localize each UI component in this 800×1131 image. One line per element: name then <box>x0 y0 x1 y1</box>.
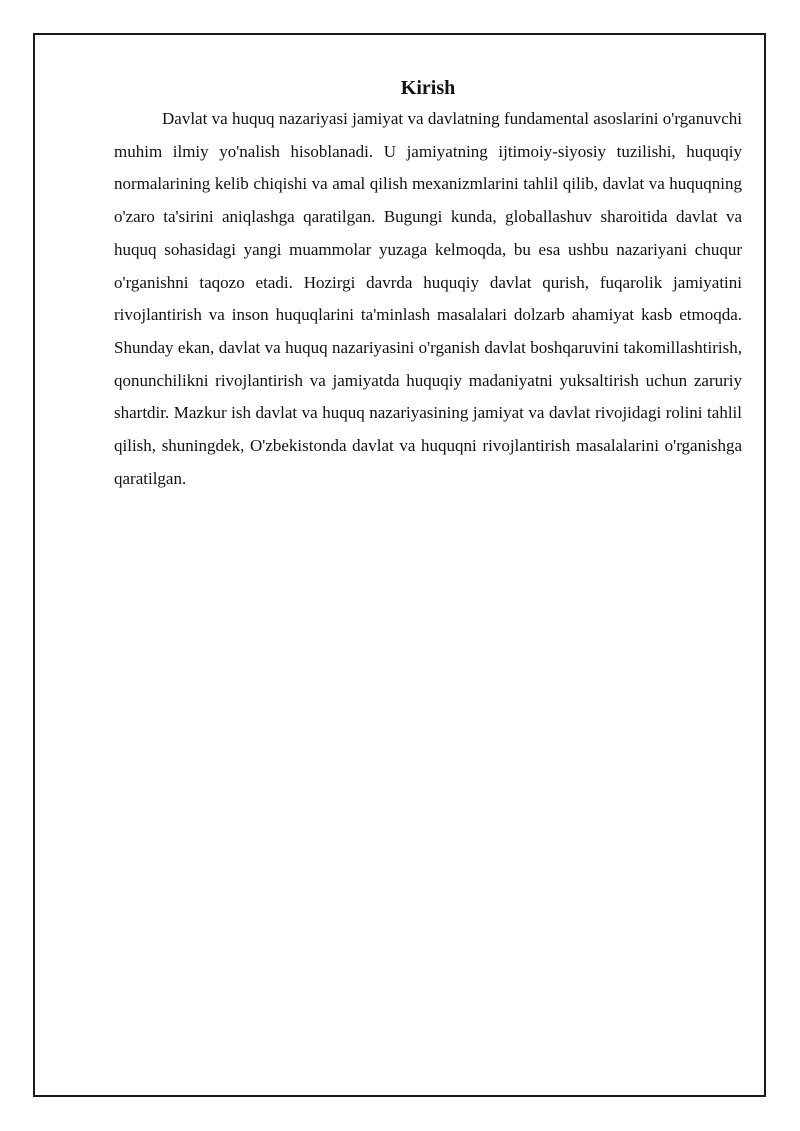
introduction-paragraph: Davlat va huquq nazariyasi jamiyat va davlatning fundamental asoslarini o'rganuvchi muhim ilmiy yo'nalish hisoblanadi. U jamiyatning ijtimoiy-siyosiy tuzilishi, huquqiy normalarining kelib chiqishi va amal qilish mexanizmlarini tahlil qilib, davlat va huquqning o'zaro ta'sirini aniqlashga qaratilgan. Bugungi kunda, globallashuv sharoitida davlat va huquq sohasidagi yangi muammolar yuzaga kelmoqda, bu esa ushbu nazariyani chuqur o'rganishni taqozo etadi. Hozirgi davrda huquqiy davlat qurish, fuqarolik jamiyatini rivojlantirish va inson huquqlarini ta'minlash masalalari dolzarb ahamiyat kasb etmoqda. Shunday ekan, davlat va huquq nazariyasini o'rganish davlat boshqaruvini takomillashtirish, qonunchilikni rivojlantirish va jamiyatda huquqiy madaniyatni yuksaltirish uchun zaruriy shartdir. Mazkur ish davlat va huquq nazariyasining jamiyat va davlat rivojidagi rolini tahlil qilish, shuningdek, O'zbekistonda davlat va huquqni rivojlantirish masalalarini o'rganishga qaratilgan. <box>114 109 742 488</box>
document-title: Kirish <box>400 77 456 99</box>
document-body <box>114 75 742 495</box>
